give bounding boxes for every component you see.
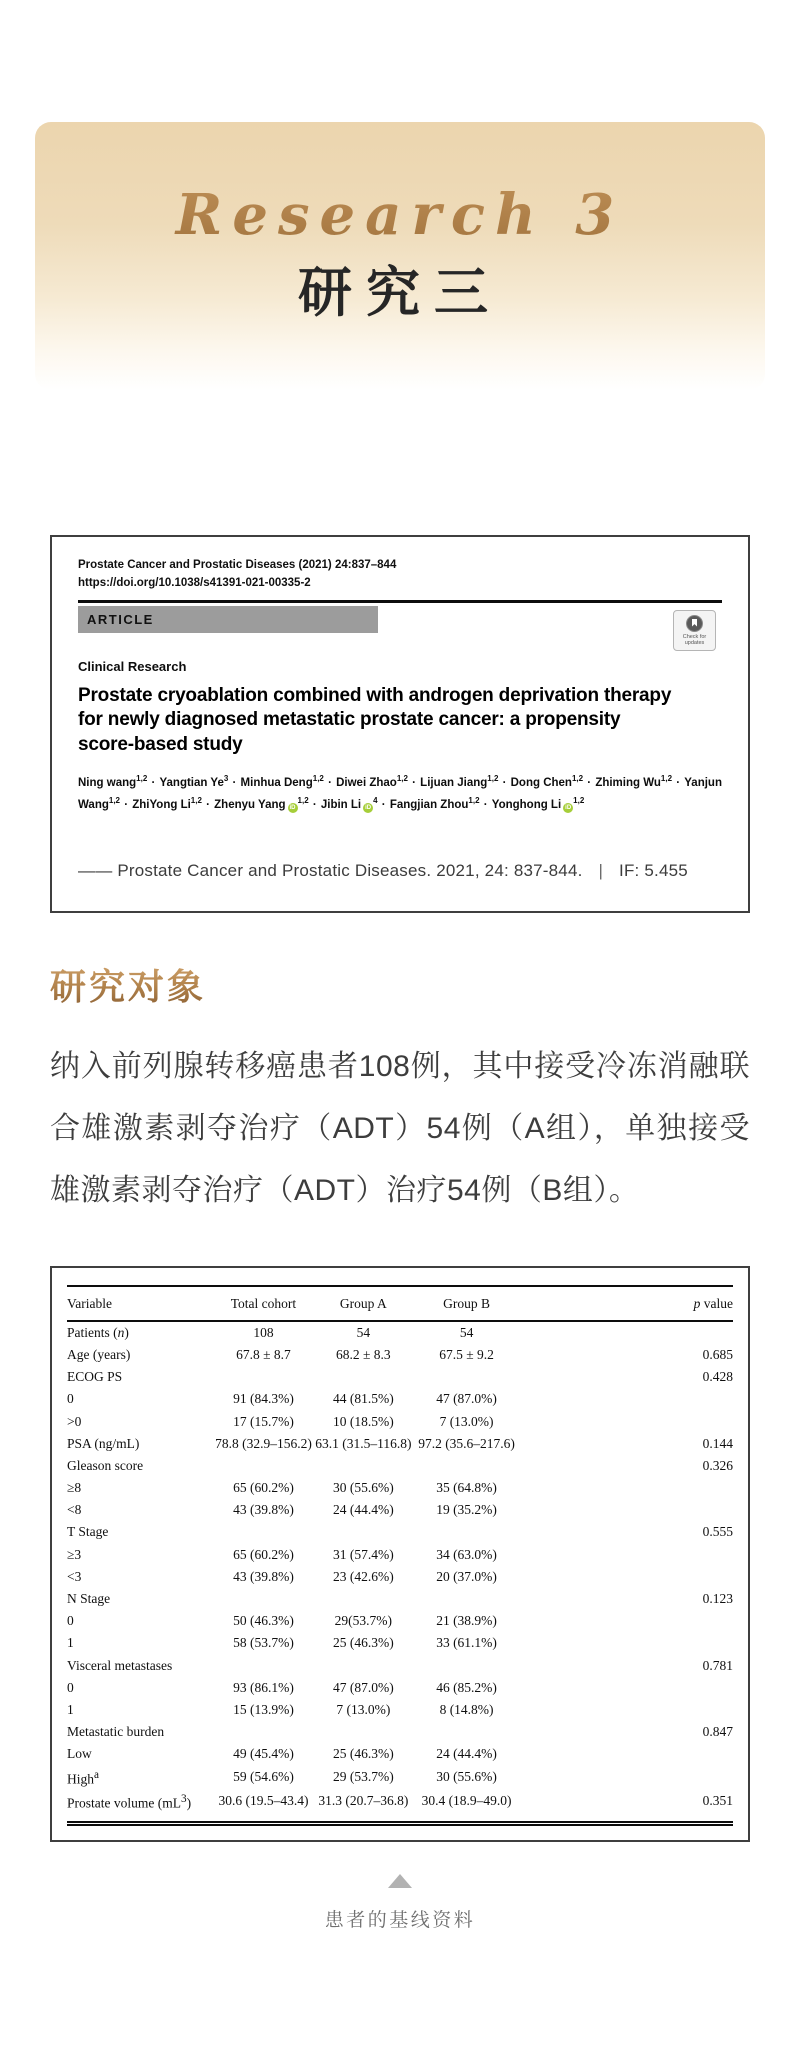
value-cell: 29 (53.7%) [332,1768,394,1784]
value-cell: 43 (39.8%) [233,1568,294,1584]
impact-factor: IF: 5.455 [619,860,688,880]
value-cell [413,1521,520,1543]
value-cell: 43 (39.8%) [233,1502,294,1518]
value-cell: 15 (13.9%) [233,1701,294,1717]
check-for-updates-badge[interactable] [673,610,716,651]
value-cell [313,1588,413,1610]
value-cell [313,1366,413,1388]
value-cell: 35 (64.8%) [436,1480,497,1496]
baseline-table [67,1285,733,1815]
table-row [67,1765,733,1790]
value-cell: 31 (57.4%) [332,1546,394,1562]
value-cell [214,1654,314,1676]
table-row [67,1588,733,1610]
author-name: Dong Chen$^{1,2}$ [510,774,584,789]
doi-link[interactable]: https://doi.org/10.1038/s41391-021-00335-2 [78,577,311,589]
author-name: Diwei Zhao$^{1,2}$ [336,774,408,789]
variable-cell: 0 [67,1613,74,1629]
value-cell [520,1388,733,1410]
value-cell: 21 (38.9%) [436,1613,497,1629]
header-rule [78,600,722,603]
value-cell: 58 (53.7%) [233,1635,294,1651]
variable-cell: Low [67,1746,92,1762]
variable-cell: PSA (ng/mL) [67,1435,140,1451]
table-row [67,1499,733,1521]
value-cell: 67.5 ± 9.2 [439,1346,494,1362]
value-cell: 108 [253,1324,274,1340]
value-cell: 0.555 [702,1524,733,1540]
author-separator: · [324,776,336,789]
value-cell: 44 (81.5%) [332,1391,394,1407]
author-separator: · [673,776,684,789]
orcid-icon: iD [365,805,372,812]
value-cell: 7 (13.0%) [336,1701,391,1717]
author-separator: · [378,799,389,812]
table-row [67,1721,733,1743]
paper-authors [78,770,738,815]
value-cell: 34 (63.0%) [436,1546,497,1562]
value-cell [214,1521,314,1543]
check-for-updates-label: Check for updates [682,633,707,646]
orcid-icon: iD [289,805,296,812]
up-triangle-icon [388,1874,412,1888]
variable-cell: N Stage [67,1591,111,1606]
value-cell: 25 (46.3%) [332,1635,394,1651]
paper-card [50,535,750,913]
author-name: Ning wang$^{1,2}$ [78,774,148,789]
value-cell [313,1721,413,1743]
research-english-title: Research 3 [35,122,765,248]
value-cell [214,1366,314,1388]
table-row [67,1544,733,1566]
value-cell: 65 (60.2%) [233,1480,294,1496]
value-cell: 0.428 [702,1369,733,1385]
value-cell: 50 (46.3%) [233,1613,294,1629]
value-cell: 68.2 ± 8.3 [336,1346,391,1362]
value-cell: 65 (60.2%) [233,1546,294,1562]
table-row [67,1477,733,1499]
value-cell: 93 (86.1%) [233,1679,294,1695]
variable-cell: Gleason score [67,1457,144,1473]
variable-cell: ≥3 [67,1546,82,1562]
table-row [67,1654,733,1676]
value-cell [413,1654,520,1676]
footer [0,1874,800,1956]
variable-cell: 1 [67,1635,74,1651]
value-cell: 59 (54.6%) [233,1768,294,1784]
value-cell [520,1632,733,1654]
value-cell: 47 (87.0%) [436,1391,497,1407]
author-name: Minhua Deng$^{1,2}$ [240,774,324,789]
table-column-header: Group A [313,1286,413,1321]
value-cell: 29(53.7%) [334,1613,393,1629]
variable-cell: ECOG PS [67,1369,123,1385]
author-name: ZhiYong Li$^{1,2}$ [132,796,202,812]
variable-cell: 0 [67,1391,74,1407]
value-cell: 30 (55.6%) [436,1768,497,1784]
table-row [67,1433,733,1455]
author-name: Jibin Li $iD^4$ [320,796,378,812]
table-row [67,1566,733,1588]
variable-cell: T Stage [67,1524,109,1540]
value-cell: 10 (18.5%) [332,1413,394,1429]
citation-separator: | [598,860,604,880]
variable-cell: <8 [67,1502,82,1518]
value-cell [520,1765,733,1790]
value-cell [413,1721,520,1743]
value-cell: 24 (44.4%) [332,1502,394,1518]
author-separator: · [121,799,132,812]
table-row [67,1632,733,1654]
value-cell: 46 (85.2%) [436,1679,497,1695]
value-cell: 67.8 ± 8.7 [236,1346,291,1362]
value-cell: 54 [356,1324,371,1340]
value-cell: 20 (37.0%) [436,1568,497,1584]
table-bottom-rule [67,1821,733,1826]
value-cell: 30.6 (19.5–43.4) [218,1793,309,1809]
value-cell: 23 (42.6%) [332,1568,394,1584]
value-cell: 19 (35.2%) [436,1502,497,1518]
value-cell: 25 (46.3%) [332,1746,394,1762]
paper-title: Prostate cryoablation combined with androgen deprivation therapy for newly diagnosed metastatic prostate cancer: a propensity score-based study [78,684,672,755]
value-cell: 0.351 [702,1793,733,1809]
variable-cell: ≥8 [67,1480,82,1496]
value-cell: 0.144 [702,1435,733,1451]
author-separator: · [408,776,420,789]
value-cell: 17 (15.7%) [233,1413,294,1429]
table-row [67,1366,733,1388]
orcid-icon: iD [565,805,572,812]
table-row [67,1455,733,1477]
value-cell [214,1721,314,1743]
research-chinese-title: 研究三 [298,260,502,324]
value-cell: 0.123 [702,1591,733,1606]
value-cell [520,1321,733,1344]
value-cell: 0.847 [702,1724,733,1740]
value-cell: 78.8 (32.9–156.2) [215,1435,312,1451]
author-name: Zhiming Wu$^{1,2}$ [595,774,673,789]
table-row [67,1743,733,1765]
value-cell: 97.2 (35.6–217.6) [418,1435,515,1451]
variable-cell: Prostate volume $(mL^3)$ [67,1793,192,1811]
table-row [67,1677,733,1699]
value-cell: 31.3 (20.7–36.8) [318,1793,409,1809]
value-cell [520,1410,733,1432]
author-name: Fangjian Zhou$^{1,2}$ [389,796,480,812]
variable-cell: >0 [67,1413,82,1429]
baseline-table-card [50,1266,750,1842]
author-name: Yanjun Wang$^{1,2}$ [78,776,722,812]
value-cell [520,1477,733,1499]
value-cell [413,1455,520,1477]
citation-dash: —— [78,860,113,880]
author-separator: · [148,776,159,789]
author-separator: · [202,799,214,812]
author-separator: · [584,776,595,789]
value-cell [214,1588,314,1610]
author-name: Zhenyu Yang iD$^{1,2}$ [214,796,309,812]
section-heading: 研究对象 [50,959,206,1010]
variable-cell: High$^a$ [67,1768,99,1786]
table-row [67,1699,733,1721]
article-header-row [78,606,722,646]
author-separator: · [229,776,240,789]
variable-cell: 1 [67,1701,74,1717]
table-row [67,1410,733,1432]
value-cell: 0.326 [702,1457,733,1473]
value-cell: 49 (45.4%) [233,1746,294,1762]
value-cell [520,1566,733,1588]
table-column-header: Variable [67,1286,214,1321]
table-row [67,1521,733,1543]
value-cell: 30.4 (18.9–49.0) [421,1793,512,1809]
table-column-header: p value [520,1286,733,1321]
author-name: Yonghong Li iD$^{1,2}$ [491,796,585,812]
value-cell [214,1455,314,1477]
variable-cell: <3 [67,1568,82,1584]
value-cell: 0.685 [702,1346,733,1362]
citation-line [78,861,722,881]
value-cell: 63.1 (31.5–116.8) [315,1435,412,1451]
value-cell: 47 (87.0%) [332,1679,394,1695]
value-cell [520,1743,733,1765]
table-row [67,1321,733,1344]
article-type-bar [78,606,378,633]
value-cell [313,1654,413,1676]
baseline-table-body [67,1321,733,1815]
citation-text: Prostate Cancer and Prostatic Diseases. 2021, 24: 837-844. [117,860,583,880]
variable-cell: Age (years) [67,1346,131,1362]
value-cell [520,1699,733,1721]
value-cell: 24 (44.4%) [436,1746,497,1762]
value-cell [413,1588,520,1610]
value-cell: 7 (13.0%) [439,1413,494,1429]
variable-cell: 0 [67,1679,74,1695]
value-cell [313,1521,413,1543]
value-cell: 8 (14.8%) [439,1701,494,1717]
value-cell [520,1499,733,1521]
value-cell [520,1544,733,1566]
value-cell [520,1677,733,1699]
bookmark-icon [686,615,703,632]
variable-cell: Metastatic burden [67,1724,165,1740]
value-cell: 91 (84.3%) [233,1391,294,1407]
value-cell [413,1366,520,1388]
article-label: ARTICLE [87,611,154,627]
author-separator: · [499,776,510,789]
variable-cell: Patients (n) [67,1324,129,1340]
table-column-header: Group B [413,1286,520,1321]
baseline-table-head [67,1286,733,1321]
journal-volume-line: Prostate Cancer and Prostatic Diseases (2021) 24:837–844 [78,559,397,571]
value-cell: 54 [459,1324,474,1340]
variable-cell: Visceral metastases [67,1657,173,1673]
paper-category: Clinical Research [78,658,187,674]
table-row [67,1388,733,1410]
table-caption: 患者的基线资料 [324,1909,476,1931]
author-name: Lijuan Jiang$^{1,2}$ [420,774,499,789]
value-cell [520,1610,733,1632]
study-subjects-paragraph: 纳入前列腺转移癌患者108例，其中接受冷冻消融联合雄激素剥夺治疗（ADT）54例（A组），单独接受雄激素剥夺治疗（ADT）治疗54例（B组）。 [50,1049,750,1207]
value-cell: 0.781 [702,1657,733,1673]
author-separator: · [309,799,320,812]
author-name: Yangtian Ye$^3$ [159,774,229,789]
author-separator: · [480,799,491,812]
value-cell: 30 (55.6%) [332,1480,394,1496]
table-row [67,1790,733,1815]
table-row [67,1610,733,1632]
table-row [67,1344,733,1366]
value-cell [313,1455,413,1477]
value-cell: 33 (61.1%) [436,1635,497,1651]
table-column-header: Total cohort [214,1286,314,1321]
header-banner [35,122,765,390]
